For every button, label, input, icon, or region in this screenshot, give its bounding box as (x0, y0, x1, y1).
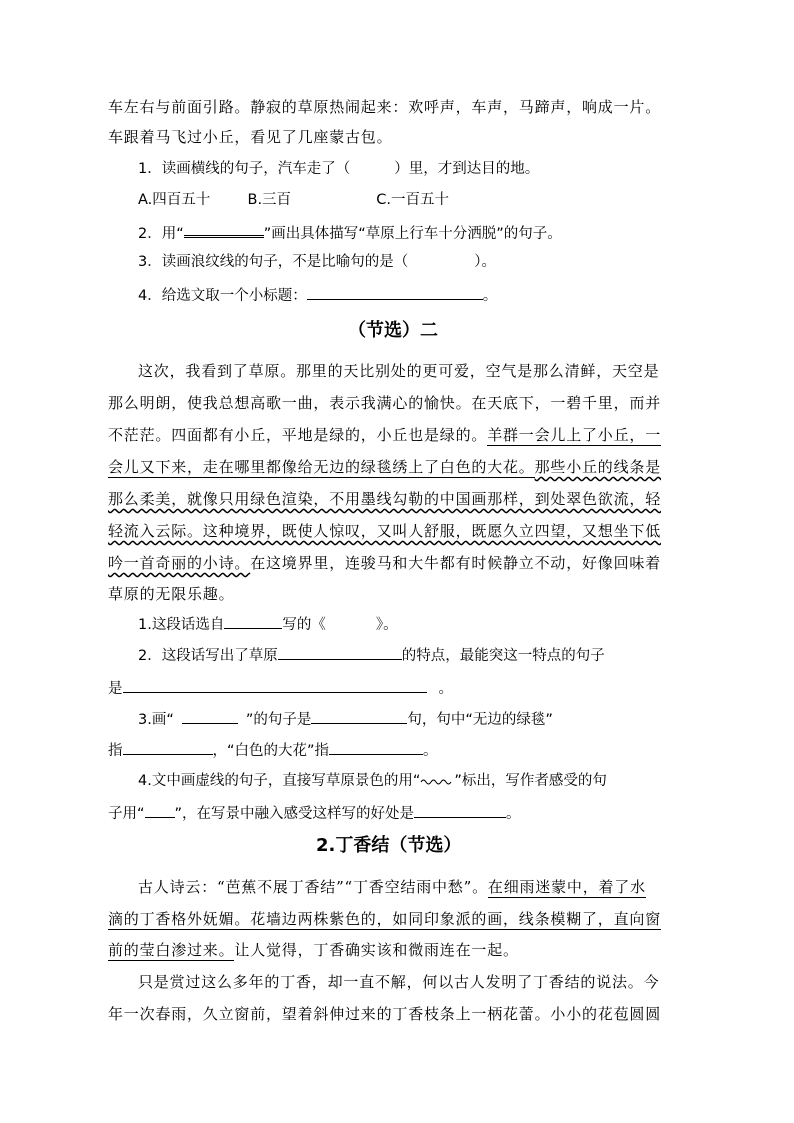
underlined-sentence: 滴的丁香格外妩媚。花墙边两株紫色的，如同印象派的画，线条模糊了，直向窗 (108, 910, 662, 928)
passage-line: 古人诗云：“芭蕉不展丁香结”“丁香空结雨中愁”。在细雨迷蒙中，着了水 (138, 878, 646, 896)
answer-blank (278, 643, 402, 660)
passage-line: 吟一首奇丽的小诗。在这境界里，连骏马和大牛都有时候静立不动，好像回味着 (108, 554, 662, 572)
question-4: 4.文中画虚线的句子，直接写草原景色的用“ ”标出，写作者感受的句 (138, 773, 607, 789)
question-1: 1.这段话选自 写的《 》。 (138, 612, 398, 636)
answer-blank (123, 738, 213, 755)
question-1: 1．读画横线的句子，汽车走了（ ）里，才到达目的地。 (138, 161, 540, 177)
wavy-underlined-sentence: 吟一首奇丽的小诗。 (108, 554, 251, 572)
double-underline-sample (184, 220, 264, 238)
answer-blank (224, 612, 282, 629)
question-3: 3．读画浪纹线的句子，不是比喻句的是（ ）。 (138, 254, 496, 270)
option-a: A.四百五十 (138, 192, 211, 208)
passage-line: 车跟着马飞过小丘，看见了几座蒙古包。 (108, 128, 393, 146)
passage-line: 年一次春雨，久立窗前，望着斜伸过来的丁香枝条上一柄花蕾。小小的花苞圆圆 (108, 1005, 662, 1023)
option-c: C.一百五十 (376, 192, 450, 208)
passage-line: 草原的无限乐趣。 (108, 585, 235, 603)
answer-blank (311, 707, 407, 724)
section-heading: （节选）二 (348, 320, 438, 341)
passage-line: 车左右与前面引路。静寂的草原热闹起来：欢呼声，车声，马蹄声，响成一片。 (108, 98, 662, 116)
underlined-sentence: 羊群一会儿上了小丘，一 (487, 426, 662, 444)
passage-line (108, 908, 661, 930)
answer-options (138, 189, 449, 211)
section-heading: 2.丁香结（节选） (316, 835, 462, 856)
underlined-sentence: 在细雨迷蒙中，着了水 (487, 878, 646, 896)
underline-sample (182, 707, 238, 724)
question-4-continued: 子用“ ”，在写景中融入感受这样写的好处是 。 (108, 801, 521, 825)
question-3: 3.画“ ”的句子是 句，句中“无边的绿毯” (138, 707, 553, 731)
underline-sample (145, 801, 175, 818)
wavy-underlined-sentence: 那么柔美，就像只用绿色渲染，不用墨线勾勒的中国画那样，到处翠色欲流，轻 (108, 490, 662, 508)
question-3-continued: 指 ，“白色的大花”指 。 (108, 738, 438, 762)
question-2: 2．这段话写出了草原 的特点，最能突这一特点的句子 (138, 643, 605, 667)
question-2-continued: 是 。 (108, 676, 453, 700)
passage-line (108, 456, 661, 478)
passage-line: 前的莹白渗过来。让人觉得，丁香确实该和微雨连在一起。 (108, 941, 519, 959)
passage-line: 不茫茫。四面都有小丘，平地是绿的，小丘也是绿的。羊群一会儿上了小丘，一 (108, 426, 662, 444)
underlined-sentence: 前的莹白渗过来。 (108, 941, 235, 959)
passage-line: 只是赏过这么多年的丁香，却一直不解，何以古人发明了丁香结的说法。今 (138, 973, 660, 991)
answer-blank (307, 283, 483, 300)
passage-line (108, 488, 661, 510)
wavy-underlined-sentence: 轻流入云际。这种境界，既使人惊叹，又叫人舒服，既愿久立四望，又想坐下低 (108, 522, 662, 540)
question-4: 4．给选文取一个小标题： 。 (138, 283, 497, 307)
wavy-underlined-sentence: 那些小丘的线条是 (534, 458, 662, 476)
underlined-sentence: 会儿又下来，走在哪里都像给无边的绿毯绣上了白色的大花。 (108, 458, 535, 476)
answer-blank (414, 801, 506, 818)
answer-blank (329, 738, 423, 755)
question-2: 2．用“ ”画出具体描写“草原上行车十分洒脱”的句子。 (138, 220, 562, 245)
option-b: B.三百 (247, 192, 292, 208)
wavy-line-sample (420, 773, 454, 785)
answer-blank (123, 676, 427, 693)
passage-line (108, 520, 661, 542)
passage-line: 那么明朗，使我总想高歌一曲，表示我满心的愉快。在天底下，一碧千里，而并 (108, 394, 662, 412)
passage-line: 这次，我看到了草原。那里的天比别处的更可爱，空气是那么清鲜，天空是 (138, 362, 660, 380)
